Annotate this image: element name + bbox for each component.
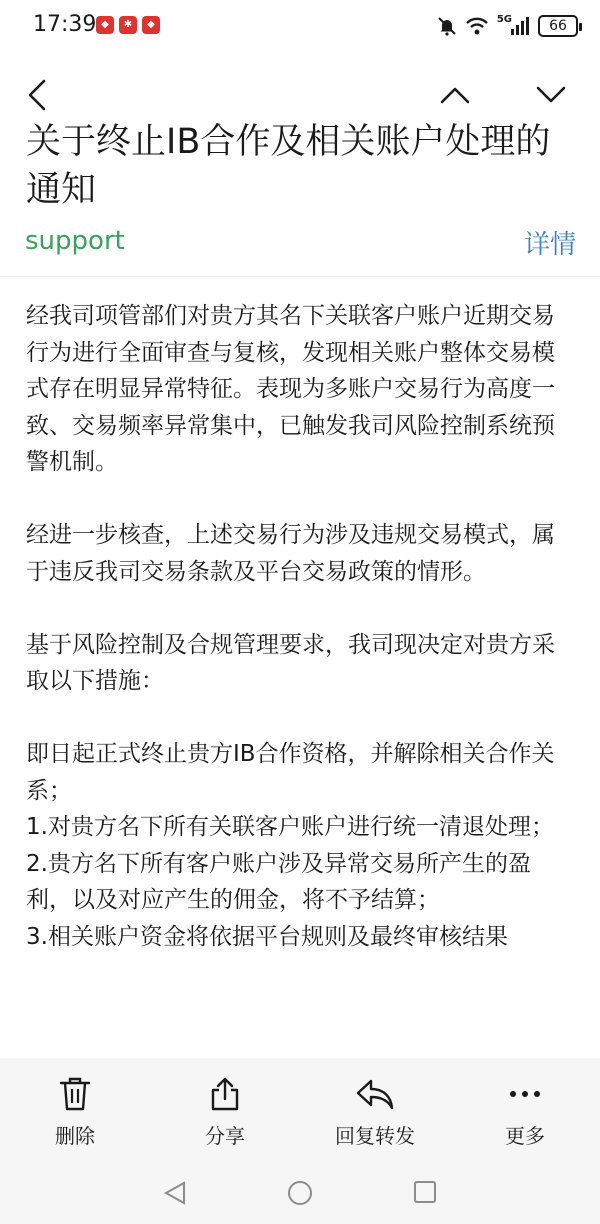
measure-item: 3.相关账户资金将依据平台规则及最终审核结果 <box>26 923 508 950</box>
reply-forward-button[interactable] <box>300 1058 450 1162</box>
status-time: 17:39 <box>33 12 97 37</box>
measure-item: 2.贵方名下所有客户账户涉及异常交易所产生的盈利，以及对应产生的佣金，将不予结算； <box>26 850 531 913</box>
sender-name[interactable]: support <box>25 226 125 256</box>
more-dots-icon <box>505 1076 545 1112</box>
status-bar <box>0 0 600 52</box>
previous-mail-button[interactable] <box>430 70 480 120</box>
mail-subject: 关于终止IB合作及相关账户处理的通知 <box>26 122 551 210</box>
weibo-style-app-icon: ✱ <box>119 16 137 34</box>
battery-indicator: 66 <box>538 15 578 37</box>
huawei-app-icon: ◆ <box>96 16 114 34</box>
next-mail-button[interactable] <box>526 70 576 120</box>
body-paragraph: 经进一步核查，上述交易行为涉及违规交易模式，属于违反我司交易条款及平台交易政策的情形。 <box>26 522 555 585</box>
back-button[interactable] <box>12 70 62 120</box>
reply-forward-label: 回复转发 <box>335 1124 415 1148</box>
back-arrow-icon <box>26 79 48 111</box>
chevron-down-icon <box>536 85 566 105</box>
trash-icon <box>58 1076 92 1112</box>
share-button[interactable] <box>150 1058 300 1162</box>
mute-bell-icon <box>437 16 457 36</box>
signal-icon <box>510 16 530 36</box>
share-label: 分享 <box>205 1124 245 1148</box>
divider <box>0 276 600 277</box>
body-paragraph: 经我司项管部们对贵方其名下关联客户账户近期交易行为进行全面审查与复核，发现相关账户整体交易模式存在明显异常特征。表现为多账户交易行为高度一致、交易频率异常集中，已触发我司风险控制系统预警机制。 <box>26 303 555 475</box>
system-back-icon[interactable] <box>162 1180 188 1206</box>
measure-item: 即日起正式终止贵方IB合作资格，并解除相关合作关系； <box>26 741 555 804</box>
system-nav-bar <box>0 1162 600 1224</box>
measure-item: 1.对贵方名下所有关联客户账户进行统一清退处理； <box>26 814 554 840</box>
delete-button[interactable] <box>0 1058 150 1162</box>
more-button[interactable] <box>450 1058 600 1162</box>
mail-body <box>26 298 576 1058</box>
more-label: 更多 <box>505 1124 545 1148</box>
reply-icon <box>355 1076 395 1112</box>
system-recents-icon[interactable] <box>413 1180 437 1204</box>
network-type: 5G <box>496 13 512 25</box>
body-paragraph: 基于风险控制及合规管理要求，我司现决定对贵方采取以下措施： <box>26 631 555 694</box>
system-home-icon[interactable] <box>287 1180 313 1206</box>
status-icons <box>437 14 578 38</box>
delete-label: 删除 <box>55 1124 95 1148</box>
wifi-icon <box>465 16 489 36</box>
bottom-toolbar <box>0 1058 600 1162</box>
huawei-app-icon: ◆ <box>142 16 160 34</box>
share-icon <box>208 1076 242 1112</box>
detail-link[interactable]: 详情 <box>523 230 576 260</box>
chevron-up-icon <box>440 85 470 105</box>
